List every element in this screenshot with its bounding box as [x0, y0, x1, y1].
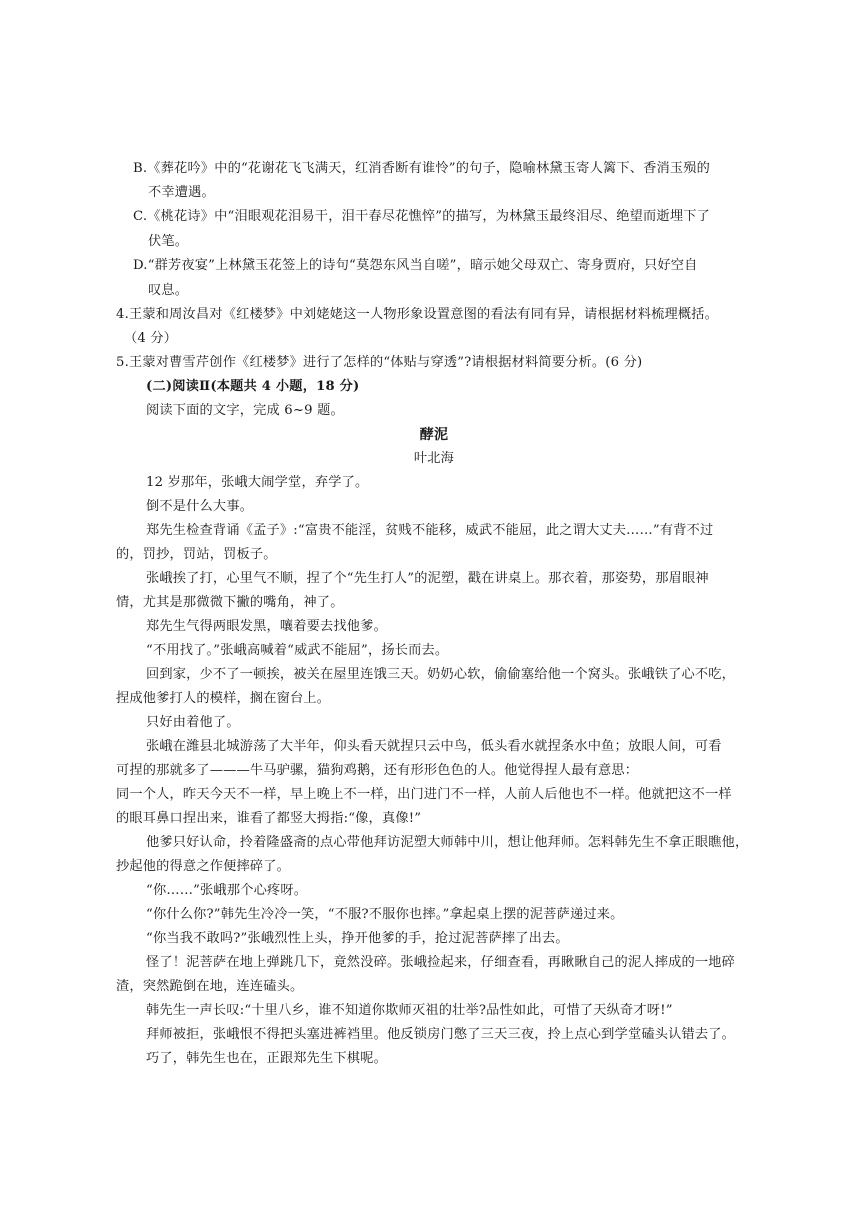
story-paragraph-line: 他爹只好认命，拎着隆盛斋的点心带他拜访泥塑大师韩中川，想让他拜师。怎料韩先生不拿正眼瞧他，	[146, 835, 749, 850]
story-paragraph-line: 回到家，少不了一顿挨，被关在屋里连饿三天。奶奶心软，偷偷塞给他一个窝头。张峨铁了心不吃，	[146, 667, 736, 682]
story-paragraph-line: 的，罚抄，罚站，罚板子。	[116, 547, 277, 562]
option-d-line-2: 叹息。	[148, 283, 189, 298]
story-paragraph-line: 捏成他爹打人的模样，搁在窗台上。	[116, 691, 331, 706]
story-paragraph-line: 倒不是什么大事。	[146, 499, 254, 514]
story-paragraph-line: 同一个人，昨天今天不一样，早上晚上不一样，出门进门不一样，人前人后他也不一样。他就把这不一样	[116, 787, 732, 802]
option-c-line-1: C.《桃花诗》中“泪眼观花泪易干，泪干春尽花憔悴”的描写，为林黛玉最终泪尽、绝望而逝埋下了	[133, 209, 710, 224]
option-b-line-2: 不幸遭遇。	[148, 185, 215, 200]
section-instruction: 阅读下面的文字，完成 6~9 题。	[146, 403, 344, 418]
story-paragraph-line: 可捏的那就多了———牛马驴骡，猫狗鸡鹅，还有形形色色的人。他觉得捏人最有意思：	[116, 763, 639, 778]
story-paragraph-line: 12 岁那年，张峨大闹学堂，弃学了。	[146, 475, 369, 490]
option-d-line-1: D.“群芳夜宴”上林黛玉花签上的诗句“莫怨东风当自嗟”，暗示她父母双亡、寄身贾府，只好空自	[133, 258, 698, 273]
section-heading: (二)阅读Ⅱ(本题共 4 小题，18 分)	[146, 379, 360, 394]
question-5: 5.王蒙对曹雪芹创作《红楼梦》进行了怎样的“体贴与穿透”?请根据材料简要分析。(6 分)	[116, 355, 643, 370]
story-author: 叶北海	[413, 451, 455, 466]
story-paragraph-line: 情，尤其是那微微下撇的嘴角，神了。	[116, 595, 344, 610]
story-paragraph-line: “你什么你?”韩先生冷冷一笑，“不服?不服你也摔。”拿起桌上摆的泥菩萨递过来。	[146, 907, 624, 922]
story-paragraph-line: “你当我不敢吗?”张峨烈性上头，挣开他爹的手，抢过泥菩萨摔了出去。	[146, 931, 569, 946]
story-title: 酵泥	[419, 427, 449, 443]
story-paragraph-line: “不用找了。”张峨高喊着“威武不能屈”，扬长而去。	[146, 643, 449, 658]
story-paragraph-line: 怪了！泥菩萨在地上弹跳几下，竟然没碎。张峨捡起来，仔细查看，再瞅瞅自己的泥人摔成的一地碎	[146, 955, 736, 970]
story-paragraph-line: 巧了，韩先生也在，正跟郑先生下棋呢。	[146, 1051, 387, 1066]
story-paragraph-line: 郑先生气得两眼发黑，嚷着要去找他爹。	[146, 619, 387, 634]
option-b-line-1: B.《葬花吟》中的“花谢花飞飞满天，红消香断有谁怜”的句子，隐喻林黛玉寄人篱下、香消玉殒的	[133, 161, 711, 176]
story-paragraph-line: 郑先生检查背诵《孟子》:“富贵不能淫，贫贱不能移，威武不能屈，此之谓大丈夫……”有背不过	[146, 523, 714, 538]
story-paragraph-line: “你……”张峨那个心疼呀。	[146, 883, 308, 898]
option-c-line-2: 伏笔。	[148, 234, 189, 249]
story-paragraph-line: 拜师被拒，张峨恨不得把头塞进裤裆里。他反锁房门憋了三天三夜，拎上点心到学堂磕头认错去了。	[146, 1027, 736, 1042]
story-paragraph-line: 渣，突然跪倒在地，连连磕头。	[116, 979, 304, 994]
story-paragraph-line: 抄起他的得意之作便摔碎了。	[116, 859, 291, 874]
story-paragraph-line: 张峨在潍县北城游荡了大半年，仰头看天就捏只云中鸟，低头看水就捏条水中鱼；放眼人间，可看	[146, 739, 722, 754]
story-paragraph-line: 张峨挨了打，心里气不顺，捏了个“先生打人”的泥塑，戳在讲桌上。那衣着，那姿势，那眉眼神	[146, 571, 709, 586]
question-4-line-1: 4.王蒙和周汝昌对《红楼梦》中刘姥姥这一人物形象设置意图的看法有同有异，请根据材料梳理概括。	[116, 307, 719, 322]
story-paragraph-line: 韩先生一声长叹:“十里八乡，谁不知道你欺师灭祖的壮举?品性如此，可惜了天纵奇才呀!”	[146, 1003, 673, 1018]
story-paragraph-line: 只好由着他了。	[146, 715, 240, 730]
question-4-line-2: （4 分）	[124, 331, 178, 346]
story-paragraph-line: 的眼耳鼻口捏出来，谁看了都竖大拇指:“像，真像!”	[116, 811, 422, 826]
